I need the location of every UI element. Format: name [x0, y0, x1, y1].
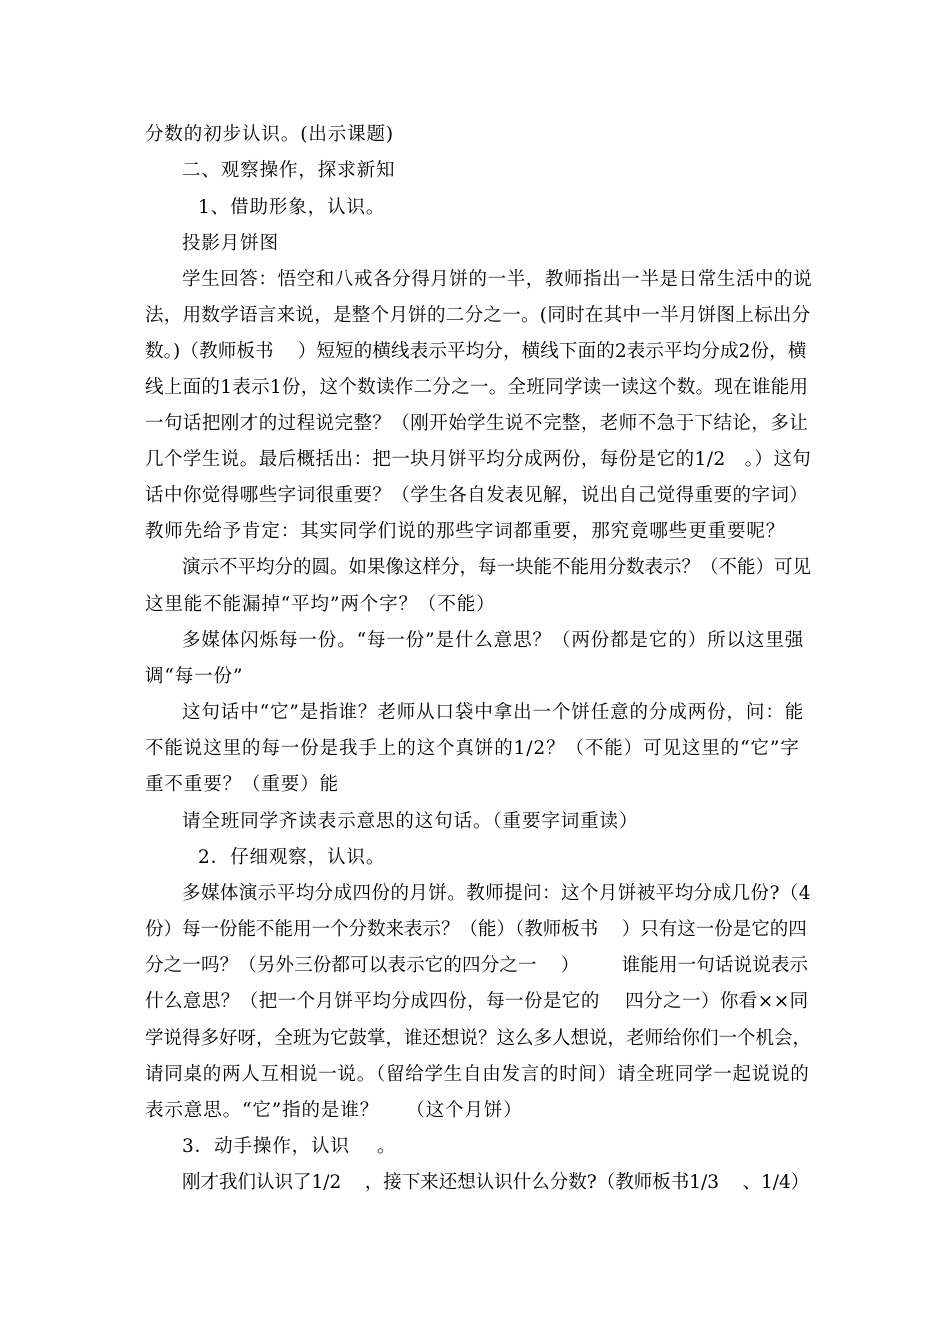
- text-line: 分数的初步认识。(出示课题): [145, 124, 395, 145]
- paragraph-line: 调“每一份”: [145, 666, 244, 687]
- paragraph-line: 多媒体闪烁每一份。“每一份”是什么意思？（两份都是它的）所以这里强: [182, 630, 805, 651]
- subsection-heading: 3．动手操作，认识 。: [182, 1136, 397, 1157]
- subsection-heading: 1、借助形象，认识。: [198, 197, 386, 218]
- paragraph-line: 多媒体演示平均分成四份的月饼。教师提问：这个月饼被平均分成几份?（4: [182, 883, 811, 904]
- paragraph-line: 请同桌的两人互相说一说。（留给学生自由发言的时间）请全班同学一起说说的: [145, 1064, 810, 1085]
- paragraph-line: 份）每一份能不能用一个分数来表示？（能）（教师板书 ）只有这一份是它的四: [145, 919, 807, 940]
- section-heading: 二、观察操作，探求新知: [182, 160, 396, 181]
- paragraph-line: 不能说这里的每一份是我手上的这个真饼的1/2？（不能）可见这里的“它”字: [145, 738, 800, 759]
- paragraph-line: 几个学生说。最后概括出：把一块月饼平均分成两份，每份是它的1/2 。）这句: [145, 449, 812, 470]
- paragraph-line: 刚才我们认识了1/2 ，接下来还想认识什么分数?（教师板书1/3 、1/4）: [182, 1172, 810, 1193]
- paragraph-line: 学说得多好呀，全班为它鼓掌，谁还想说？这么多人想说，老师给你们一个机会，: [145, 1028, 812, 1049]
- paragraph-line: 这里能不能漏掉“平均”两个字？（不能）: [145, 594, 496, 615]
- paragraph-line: 一句话把刚才的过程说完整？（刚开始学生说不完整，老师不急于下结论，多让: [145, 413, 809, 434]
- paragraph-line: 教师先给予肯定：其实同学们说的那些字词都重要，那究竟哪些更重要呢？: [145, 521, 786, 542]
- paragraph-line: 学生回答：悟空和八戒各分得月饼的一半，教师指出一半是日常生活中的说: [182, 269, 813, 290]
- paragraph-line: 这句话中“它”是指谁？老师从口袋中拿出一个饼任意的分成两份，问：能: [182, 702, 805, 723]
- paragraph-line: 分之一吗？（另外三份都可以表示它的四分之一 ） 谁能用一句话说说表示: [145, 955, 809, 976]
- paragraph-line: 线上面的1表示1份，这个数读作二分之一。全班同学读一读这个数。现在谁能用: [145, 377, 809, 398]
- subsection-heading: 2．仔细观察，认识。: [198, 847, 386, 868]
- text-line: 投影月饼图: [182, 233, 280, 254]
- paragraph-line: 话中你觉得哪些字词很重要？（学生各自发表见解，说出自己觉得重要的字词）: [145, 485, 809, 506]
- paragraph-line: 请全班同学齐读表示意思的这句话。（重要字词重读）: [182, 811, 639, 832]
- paragraph-line: 数。)（教师板书 ）短短的横线表示平均分，横线下面的2表示平均分成2份，横: [145, 341, 807, 362]
- paragraph-line: 重不重要？（重要）能: [145, 774, 340, 795]
- paragraph-line: 什么意思？（把一个月饼平均分成四份，每一份是它的 四分之一）你看××同: [145, 991, 809, 1012]
- paragraph-line: 表示意思。“它”指的是谁？ （这个月饼）: [145, 1100, 523, 1121]
- paragraph-line: 演示不平均分的圆。如果像这样分，每一块能不能用分数表示？（不能）可见: [182, 557, 812, 578]
- paragraph-line: 法，用数学语言来说，是整个月饼的二分之一。(同时在其中一半月饼图上标出分: [145, 305, 811, 326]
